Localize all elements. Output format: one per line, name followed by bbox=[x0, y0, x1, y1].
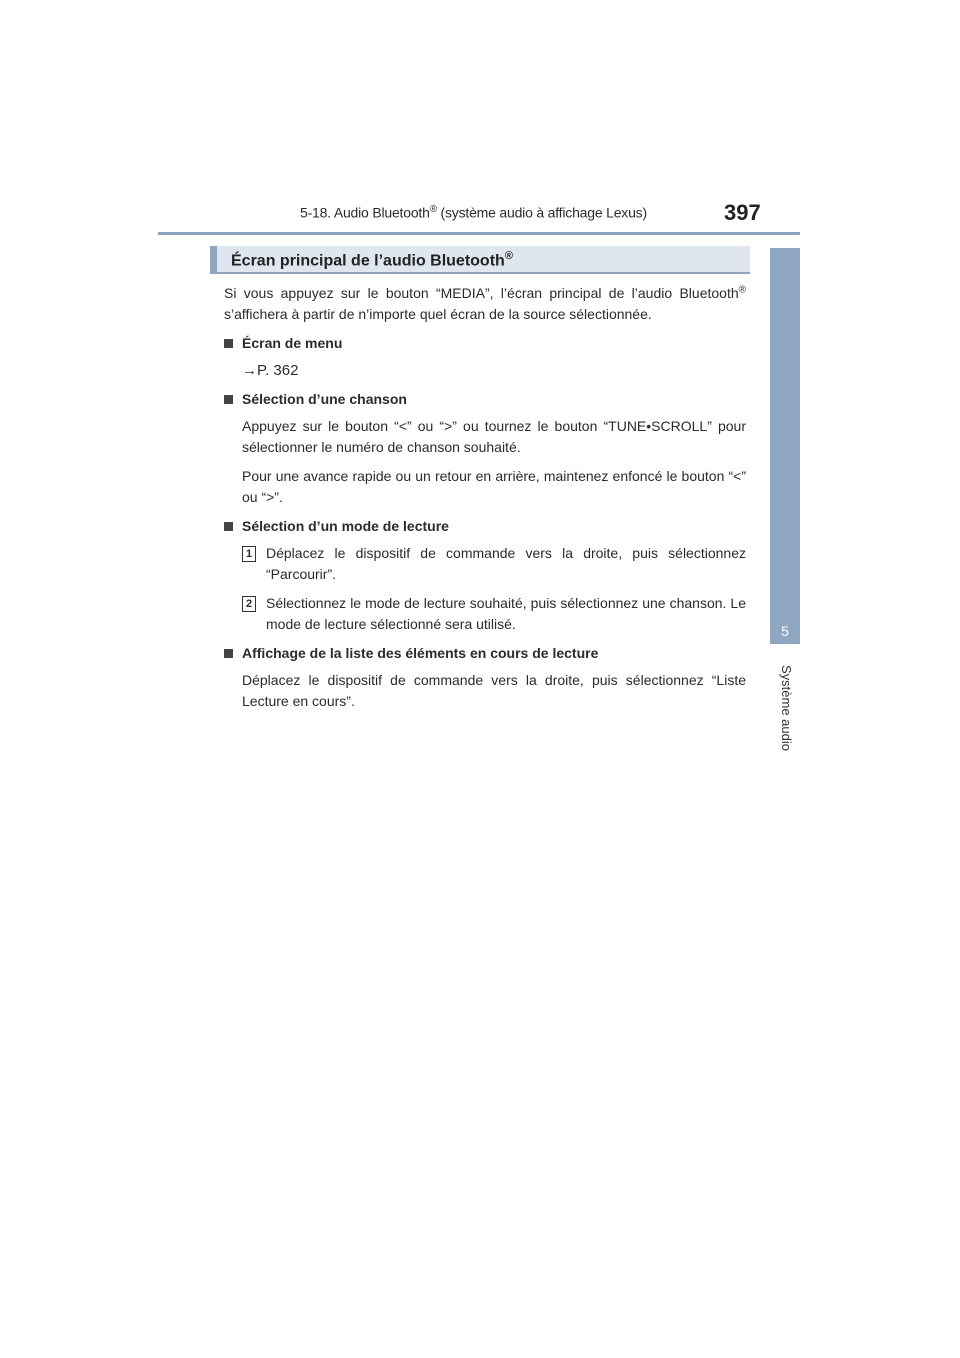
square-bullet-icon bbox=[224, 339, 233, 348]
subheading-playlist bbox=[224, 643, 746, 664]
running-title: 5-18. Audio Bluetooth bbox=[300, 204, 430, 221]
page-content bbox=[224, 283, 746, 720]
step-item bbox=[242, 593, 746, 635]
square-bullet-icon bbox=[224, 649, 233, 658]
subheading-song bbox=[224, 389, 746, 410]
section-title-text: Écran principal de l’audio Bluetooth bbox=[231, 252, 505, 270]
subheading-menu bbox=[224, 333, 746, 354]
intro-paragraph bbox=[224, 283, 746, 325]
subheading-playlist-text: Affichage de la liste des éléments en cours de lecture bbox=[242, 645, 599, 661]
page-reference-link[interactable]: →P. 362 bbox=[242, 362, 299, 379]
subheading-menu-text: Écran de menu bbox=[242, 335, 343, 351]
chapter-tab bbox=[770, 248, 800, 644]
square-bullet-icon bbox=[224, 395, 233, 404]
running-title-registered: ® bbox=[429, 204, 437, 215]
playlist-paragraph: Déplacez le dispositif de commande vers la droite, puis sélectionnez “Liste Lecture en cours”. bbox=[242, 672, 746, 709]
subheading-mode bbox=[224, 516, 746, 537]
step-text: Sélectionnez le mode de lecture souhaité, puis sélectionnez une chanson. Le mode de lecture sélectionné sera utilisé. bbox=[266, 595, 746, 632]
step-item bbox=[242, 543, 746, 585]
section-heading bbox=[210, 246, 750, 274]
intro-text-1: Si vous appuyez sur le bouton “MEDIA”, l’écran principal de l’audio Bluetooth bbox=[224, 285, 739, 301]
subheading-song-text: Sélection d’une chanson bbox=[242, 391, 407, 407]
step-text: Déplacez le dispositif de commande vers la droite, puis sélectionnez “Parcourir”. bbox=[266, 545, 746, 582]
square-bullet-icon bbox=[224, 522, 233, 531]
chapter-label: Système audio bbox=[779, 665, 794, 751]
header-rule bbox=[158, 232, 800, 235]
running-title-suffix: (système audio à affichage Lexus) bbox=[436, 204, 647, 221]
step-number-badge: 1 bbox=[242, 546, 256, 562]
section-title bbox=[231, 250, 513, 270]
song-paragraph-2: Pour une avance rapide ou un retour en arrière, maintenez enfoncé le bouton “<” ou “>”. bbox=[242, 468, 746, 505]
chapter-tab-number: 5 bbox=[781, 623, 789, 639]
intro-text-2: s’affichera à partir de n’importe quel écran de la source sélectionnée. bbox=[224, 306, 652, 322]
subheading-mode-text: Sélection d’un mode de lecture bbox=[242, 518, 449, 534]
step-number-badge: 2 bbox=[242, 596, 256, 612]
intro-registered: ® bbox=[738, 284, 746, 296]
running-header bbox=[300, 204, 760, 221]
page-number: 397 bbox=[724, 200, 761, 225]
song-paragraph-1: Appuyez sur le bouton “<” ou “>” ou tournez le bouton “TUNE•SCROLL” pour sélectionner le numéro de chanson souhaité. bbox=[242, 418, 746, 455]
section-title-registered: ® bbox=[504, 250, 513, 262]
